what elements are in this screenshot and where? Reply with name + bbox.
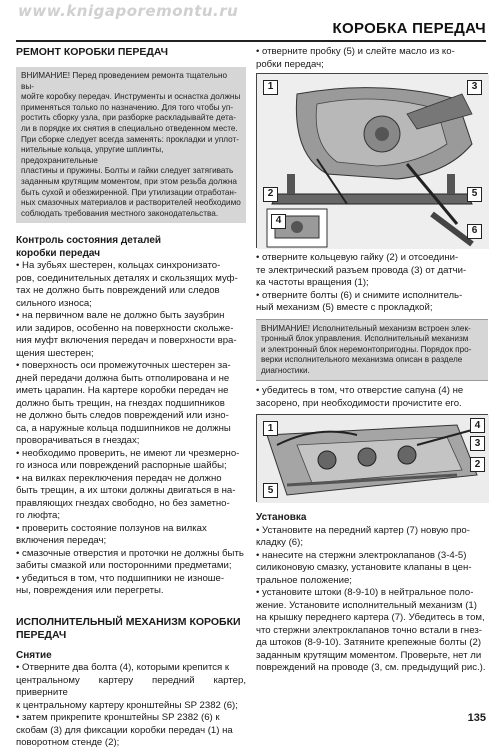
text-line: • убедитесь в том, что отверстие сапуна (4) не [256, 385, 464, 397]
text-line: робки передач; [256, 58, 324, 70]
figure1-callout-2: 2 [263, 187, 278, 202]
text-line: тронный блок управления. Исполнительный механизм [261, 334, 469, 344]
text-line: быть трещин, а их штоки должны двигаться в на- [16, 485, 236, 497]
text-line: к центральному картеру кронштейны SP 2382 (6); [16, 699, 238, 711]
text-line: быть сухой и обезжиренной. При утилизации отработан- [21, 187, 237, 197]
drain-oil-text [256, 46, 488, 71]
text-line: забиты смазкой или посторонними предметами; [16, 560, 232, 572]
text-line: дней передачи должна быть отполирована и не [16, 372, 230, 384]
warning-box-actuator [256, 319, 488, 382]
text-line: поворотном стенде (2); [16, 737, 120, 749]
text-line: • На зубьях шестерен, кольцах синхронизато- [16, 260, 221, 272]
text-line: жение. Установите исполнительный механизм (1) [256, 599, 477, 611]
warning-box-repair [16, 67, 246, 223]
text-line: применяться только по назначению. Для того чтобы уп- [21, 102, 234, 112]
gearbox-illustration [257, 74, 489, 249]
figure1-callout-3: 3 [467, 80, 482, 95]
heading-gearbox-repair: РЕМОНТ КОРОБКИ ПЕРЕДАЧ [16, 46, 169, 58]
left-column [16, 46, 246, 750]
text-line: или задиров, особенно на поверхности скольже- [16, 322, 234, 334]
text-line: • смазочные отверстия и проточки не должны быть [16, 547, 244, 559]
heading-condition-check [16, 235, 246, 260]
text-line: • Установите на передний картер (7) новую про- [256, 524, 470, 536]
text-line: ли в порядке их снятия в специально отведенном месте. [21, 123, 238, 133]
text-line: • отверните болты (6) и снимите исполнитель- [256, 289, 463, 301]
heading-removal: Снятие [16, 649, 52, 661]
text-line: са, а наружные кольца подшипников не должны [16, 422, 231, 434]
text-line: • отверните пробку (5) и слейте масло из ко- [256, 46, 455, 57]
text-line: Контроль состояния деталей [16, 235, 162, 247]
text-line: диагностики. [261, 365, 310, 375]
text-line: нительные кольца, упругие шплинты, предохранительные [21, 145, 164, 165]
text-line: ПЕРЕДАЧ [16, 628, 67, 641]
removal-text [16, 662, 246, 750]
text-line: кладку (6); [256, 537, 303, 549]
breather-check-text [256, 385, 488, 410]
text-line: ВНИМАНИЕ! Перед проведением ремонта тщательно вы- [21, 71, 228, 91]
text-line: • на первичном вале не должно быть заузбрин [16, 310, 225, 322]
text-line: • затем прикрепите кронштейны SP 2382 (6) к [16, 712, 220, 724]
text-line: го износа или повреждений распорные шайбы; [16, 460, 227, 472]
text-line: ка частоты вращения (1); [256, 277, 369, 288]
text-line: тральное положение; [256, 574, 352, 586]
text-line: повреждений на проводе (3, см. предыдущий рис.). [256, 662, 486, 674]
text-line: включения передач; [16, 535, 107, 547]
figure-actuator [256, 414, 488, 502]
text-line: должно быть трещин, на гнездах подшипников [16, 397, 225, 409]
text-line: правляющих гнездах свободно, но без заметно- [16, 497, 230, 509]
text-line: что стержни электроклапанов точно встали в гнез- [256, 624, 482, 636]
text-line: • поверхность оси промежуточных шестерен за- [16, 360, 231, 372]
figure2-callout-5: 5 [263, 483, 278, 498]
figure1-callout-1: 1 [263, 80, 278, 95]
text-line: не должно быть следов повреждений или изно- [16, 410, 229, 422]
text-line: заданным крутящим моментом, при этом резьба должна [21, 176, 237, 186]
text-line: ростить сборку узла, при разборке раскладывайте дета- [21, 113, 236, 123]
text-line: сильного износа; [16, 297, 92, 309]
text-line: • необходимо проверить, не имеют ли чрезмерно- [16, 447, 240, 459]
text-line: коробки передач [16, 247, 101, 259]
text-line: • установите штоки (8-9-10) в нейтральное поло- [256, 587, 474, 599]
text-line: ный механизм (5) вместе с прокладкой; [256, 302, 433, 313]
condition-check-text [16, 260, 246, 598]
text-line: • на вилках переключения передач не должно [16, 472, 222, 484]
text-line: силиконовую смазку, установите клапаны в цен- [256, 562, 472, 574]
text-line: • проверить состояние ползунов на вилках [16, 522, 207, 534]
text-line: • убедиться в том, что подшипники не изноше- [16, 572, 225, 584]
text-line: ны, повреждения или перегреты. [16, 585, 164, 597]
figure2-callout-3: 3 [470, 436, 485, 451]
text-line: тах не должно быть повреждений или следов [16, 285, 220, 297]
section-title: КОРОБКА ПЕРЕДАЧ [332, 20, 486, 37]
figure2-callout-2: 2 [470, 457, 485, 472]
page-number: 135 [467, 712, 486, 724]
header-rule [16, 40, 486, 42]
figure2-callout-4: 4 [470, 418, 485, 433]
text-line: • отверните кольцевую гайку (2) и отсоедини- [256, 252, 459, 263]
text-line: • Отверните два болта (4), которыми крепится к [16, 662, 230, 674]
text-line: мойте коробку передач. Инструменты и оснастка должны [21, 92, 241, 102]
disconnect-sensor-text [256, 252, 488, 315]
watermark: www.knigaporemontu.ru [18, 2, 239, 20]
text-line: соблюдать требования местного законодательства. [21, 208, 219, 218]
text-line: ров, соединительных деталях и скользящих муф- [16, 272, 238, 284]
text-line: на крышку переднего картера (7). Убедитесь в том, [256, 612, 485, 624]
figure1-callout-6: 6 [467, 224, 482, 239]
text-line: иметь царапин. На картере коробки передач не [16, 385, 229, 397]
text-line: • нанесите на стержни электроклапанов (3-4-5) [256, 549, 467, 561]
figure1-callout-5: 5 [467, 187, 482, 202]
figure-gearbox-on-stand [256, 73, 488, 248]
text-line: При сборке следует всегда заменять: прокладки и уплот- [21, 134, 239, 144]
text-line: щения шестерен; [16, 347, 94, 359]
text-line: скобам (3) для фиксации коробки передач (1) на [16, 724, 233, 736]
text-line: ния муфт включения передач и поверхности вра- [16, 335, 237, 347]
text-line: пластины и пружины. Болты и гайки следует затягивать [21, 166, 234, 176]
text-line: да штоков (8-9-10). Затяните крепежные болты (2) [256, 637, 482, 649]
text-line: и электронный блок неремонтопригодны. Порядок про- [261, 344, 472, 354]
installation-text [256, 525, 488, 675]
text-line: те электрический разъем провода (3) от датчи- [256, 264, 467, 276]
text-line: ИСПОЛНИТЕЛЬНЫЙ МЕХАНИЗМ КОРОБКИ [16, 615, 241, 628]
text-line: заданным крутящим моментом. Проверьте, нет ли [256, 649, 482, 661]
figure2-callout-1: 1 [263, 421, 278, 436]
right-column [256, 46, 488, 675]
actuator-illustration [257, 415, 489, 503]
text-line: центральному картеру передний картер, приверните [16, 674, 246, 699]
figure1-callout-4: 4 [271, 214, 286, 229]
text-line: го люфта; [16, 510, 61, 522]
text-line: засорено, при необходимости прочистите его. [256, 397, 462, 409]
text-line: ных смазочных материалов и растворителей необходимо [21, 198, 241, 208]
heading-actuator [16, 616, 246, 642]
text-line: верки исполнительного механизма описан в разделе [261, 355, 463, 365]
heading-installation: Установка [256, 512, 307, 524]
text-line: ВНИМАНИЕ! Исполнительный механизм встроен элек- [261, 323, 471, 333]
text-line: проворачиваться в гнездах; [16, 435, 140, 447]
